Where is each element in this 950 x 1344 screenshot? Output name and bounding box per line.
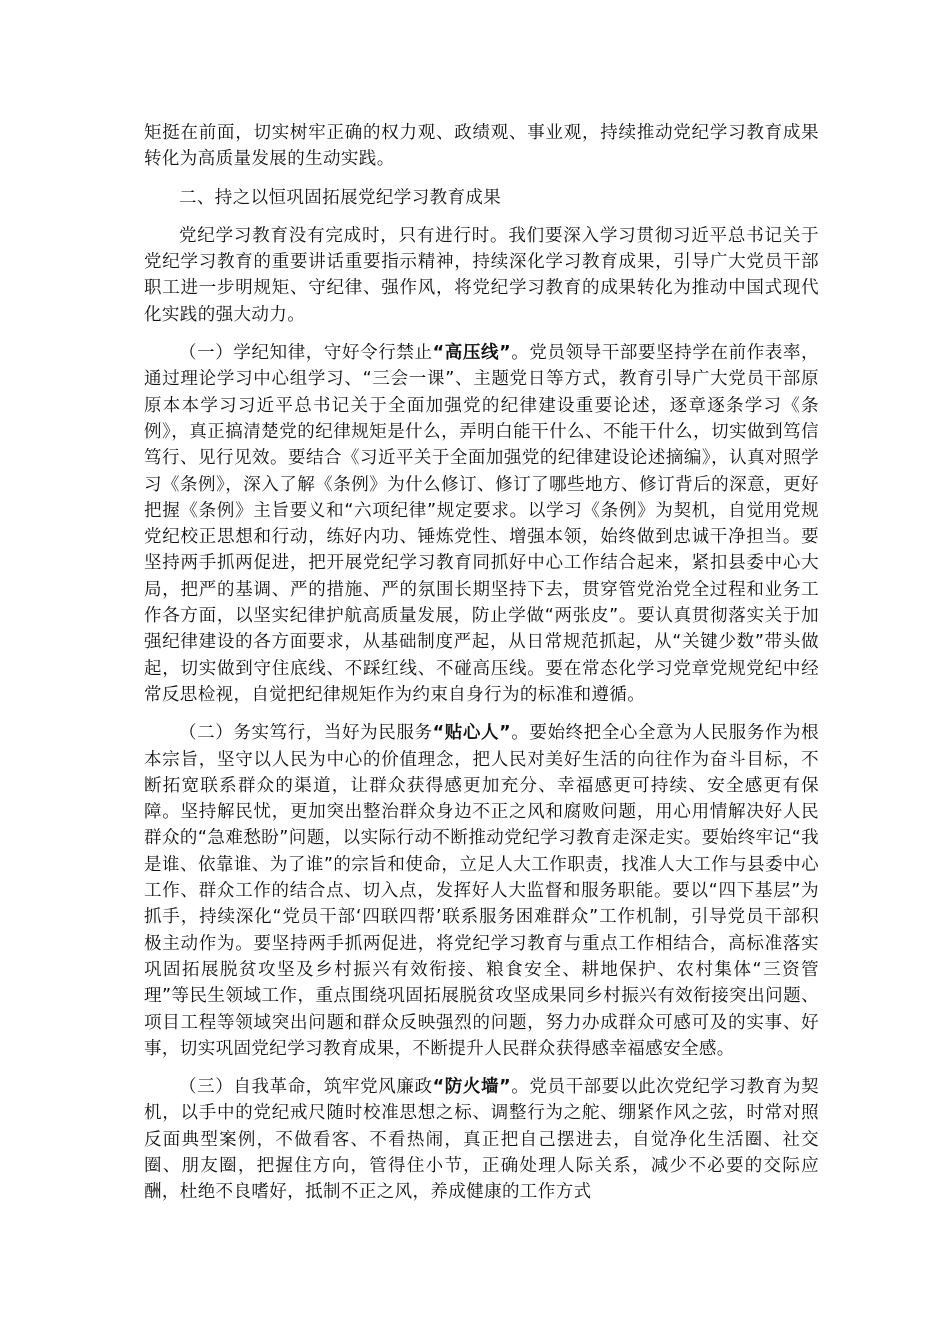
paragraph-intro: 党纪学习教育没有完成时，只有进行时。我们要深入学习贯彻习近平总书记关于党纪学习教育的重要讲话重要指示精神，持续深化学习教育成果，引导广大党员干部职工进一步明规矩、守纪律、强作风，将党纪学习教育的成果转化为推动中国式现代化实践的强大动力。 bbox=[144, 225, 819, 325]
subsection-3-body: 。党员干部要以此次党纪学习教育为契机，以手中的党纪戒尺随时校准思想之标、调整行为之舵、绷紧作风之弦，时常对照反面典型案例，不做看客、不看热闹，真正把自己摆进去，自觉净化生活圈、社交圈、朋友圈，把握住方向，管得住小节，正确处理人际关系，减少不必要的交际应酬，杜绝不良嗜好，抵制不正之风，养成健康的工作方式 bbox=[144, 1077, 819, 1203]
subsection-1-lead: （一）学纪知律，守好令行禁止 bbox=[179, 343, 433, 364]
subsection-1-body: 。党员领导干部要坚持学在前作表率，通过理论学习中心组学习、“三会一课”、主题党日等方式，教育引导广大党员干部原原本本学习习近平总书记关于全面加强党的纪律建设重要论述，逐章逐条学习《条例》，真正搞清楚党的纪律规矩是什么，弄明白能干什么、不能干什么，切实做到笃信笃行、见行见效。要结合《习近平关于全面加强党的纪律建设论述摘编》，认真对照学习《条例》，深入了解《条例》为什么修订、修订了哪些地方、修订背后的深意，更好把握《条例》主旨要义和“六项纪律”规定要求。以学习《条例》为契机，自觉用党规党纪校正思想和行动，练好内功、锤炼党性、增强本领，始终做到忠诚干净担当。要坚持两手抓两促进，把开展党纪学习教育同抓好中心工作结合起来，紧扣县委中心大局，把严的基调、严的措施、严的氛围长期坚持下去，贯穿管党治党全过程和业务工作各方面，以坚实纪律护航高质量发展，防止学做“两张皮”。要认真贯彻落实关于加强纪律建设的各方面要求，从基础制度严起，从日常规范抓起，从“关键少数”带头做起，切实做到守住底线、不踩红线、不碰高压线。要在常态化学习党章党规党纪中经常反思检视，自觉把纪律规矩作为约束自身行为的标准和遵循。 bbox=[144, 343, 819, 705]
subsection-1-keyword: “高压线” bbox=[432, 343, 511, 364]
subsection-2-lead: （二）务实笃行，当好为民服务 bbox=[179, 723, 433, 744]
paragraph-continuation: 矩挺在前面，切实树牢正确的权力观、政绩观、事业观，持续推动党纪学习教育成果转化为高质量发展的生动实践。 bbox=[144, 123, 819, 170]
subsection-3-keyword: “防火墙” bbox=[432, 1077, 511, 1098]
subsection-3-lead: （三）自我革命，筑牢党风廉政 bbox=[179, 1077, 433, 1098]
subsection-2-keyword: “贴心人” bbox=[432, 723, 511, 744]
paragraph-subsection-1 bbox=[144, 340, 819, 708]
paragraph-subsection-2 bbox=[144, 720, 819, 1062]
paragraph-subsection-3 bbox=[144, 1074, 819, 1205]
document-body bbox=[144, 120, 819, 1218]
section-heading: 二、持之以恒巩固拓展党纪学习教育成果 bbox=[179, 187, 502, 208]
subsection-2-body: 。要始终把全心全意为人民服务作为根本宗旨，坚守以人民为中心的价值理念，把人民对美好生活的向往作为奋斗目标，不断拓宽联系群众的渠道，让群众获得感更加充分、幸福感更可持续、安全感更有保障。坚持解民忧，更加突出整治群众身边不正之风和腐败问题，用心用情解决好人民群众的“急难愁盼”问题，以实际行动不断推动党纪学习教育走深走实。要始终牢记“我是谁、依靠谁、为了谁”的宗旨和使命，立足人大工作职责，找准人大工作与县委中心工作、群众工作的结合点、切入点，发挥好人大监督和服务职能。要以“四下基层”为抓手，持续深化“党员干部‘四联四帮’联系服务困难群众”工作机制，引导党员干部积极主动作为。要坚持两手抓两促进，将党纪学习教育与重点工作相结合，高标准落实巩固拓展脱贫攻坚及乡村振兴有效衔接、粮食安全、耕地保护、农村集体“三资管理”等民生领域工作，重点围绕巩固拓展脱贫攻坚成果同乡村振兴有效衔接突出问题、项目工程等领域突出问题和群众反映强烈的问题，努力办成群众可感可及的实事、好事，切实巩固党纪学习教育成果，不断提升人民群众获得感幸福感安全感。 bbox=[144, 723, 819, 1059]
